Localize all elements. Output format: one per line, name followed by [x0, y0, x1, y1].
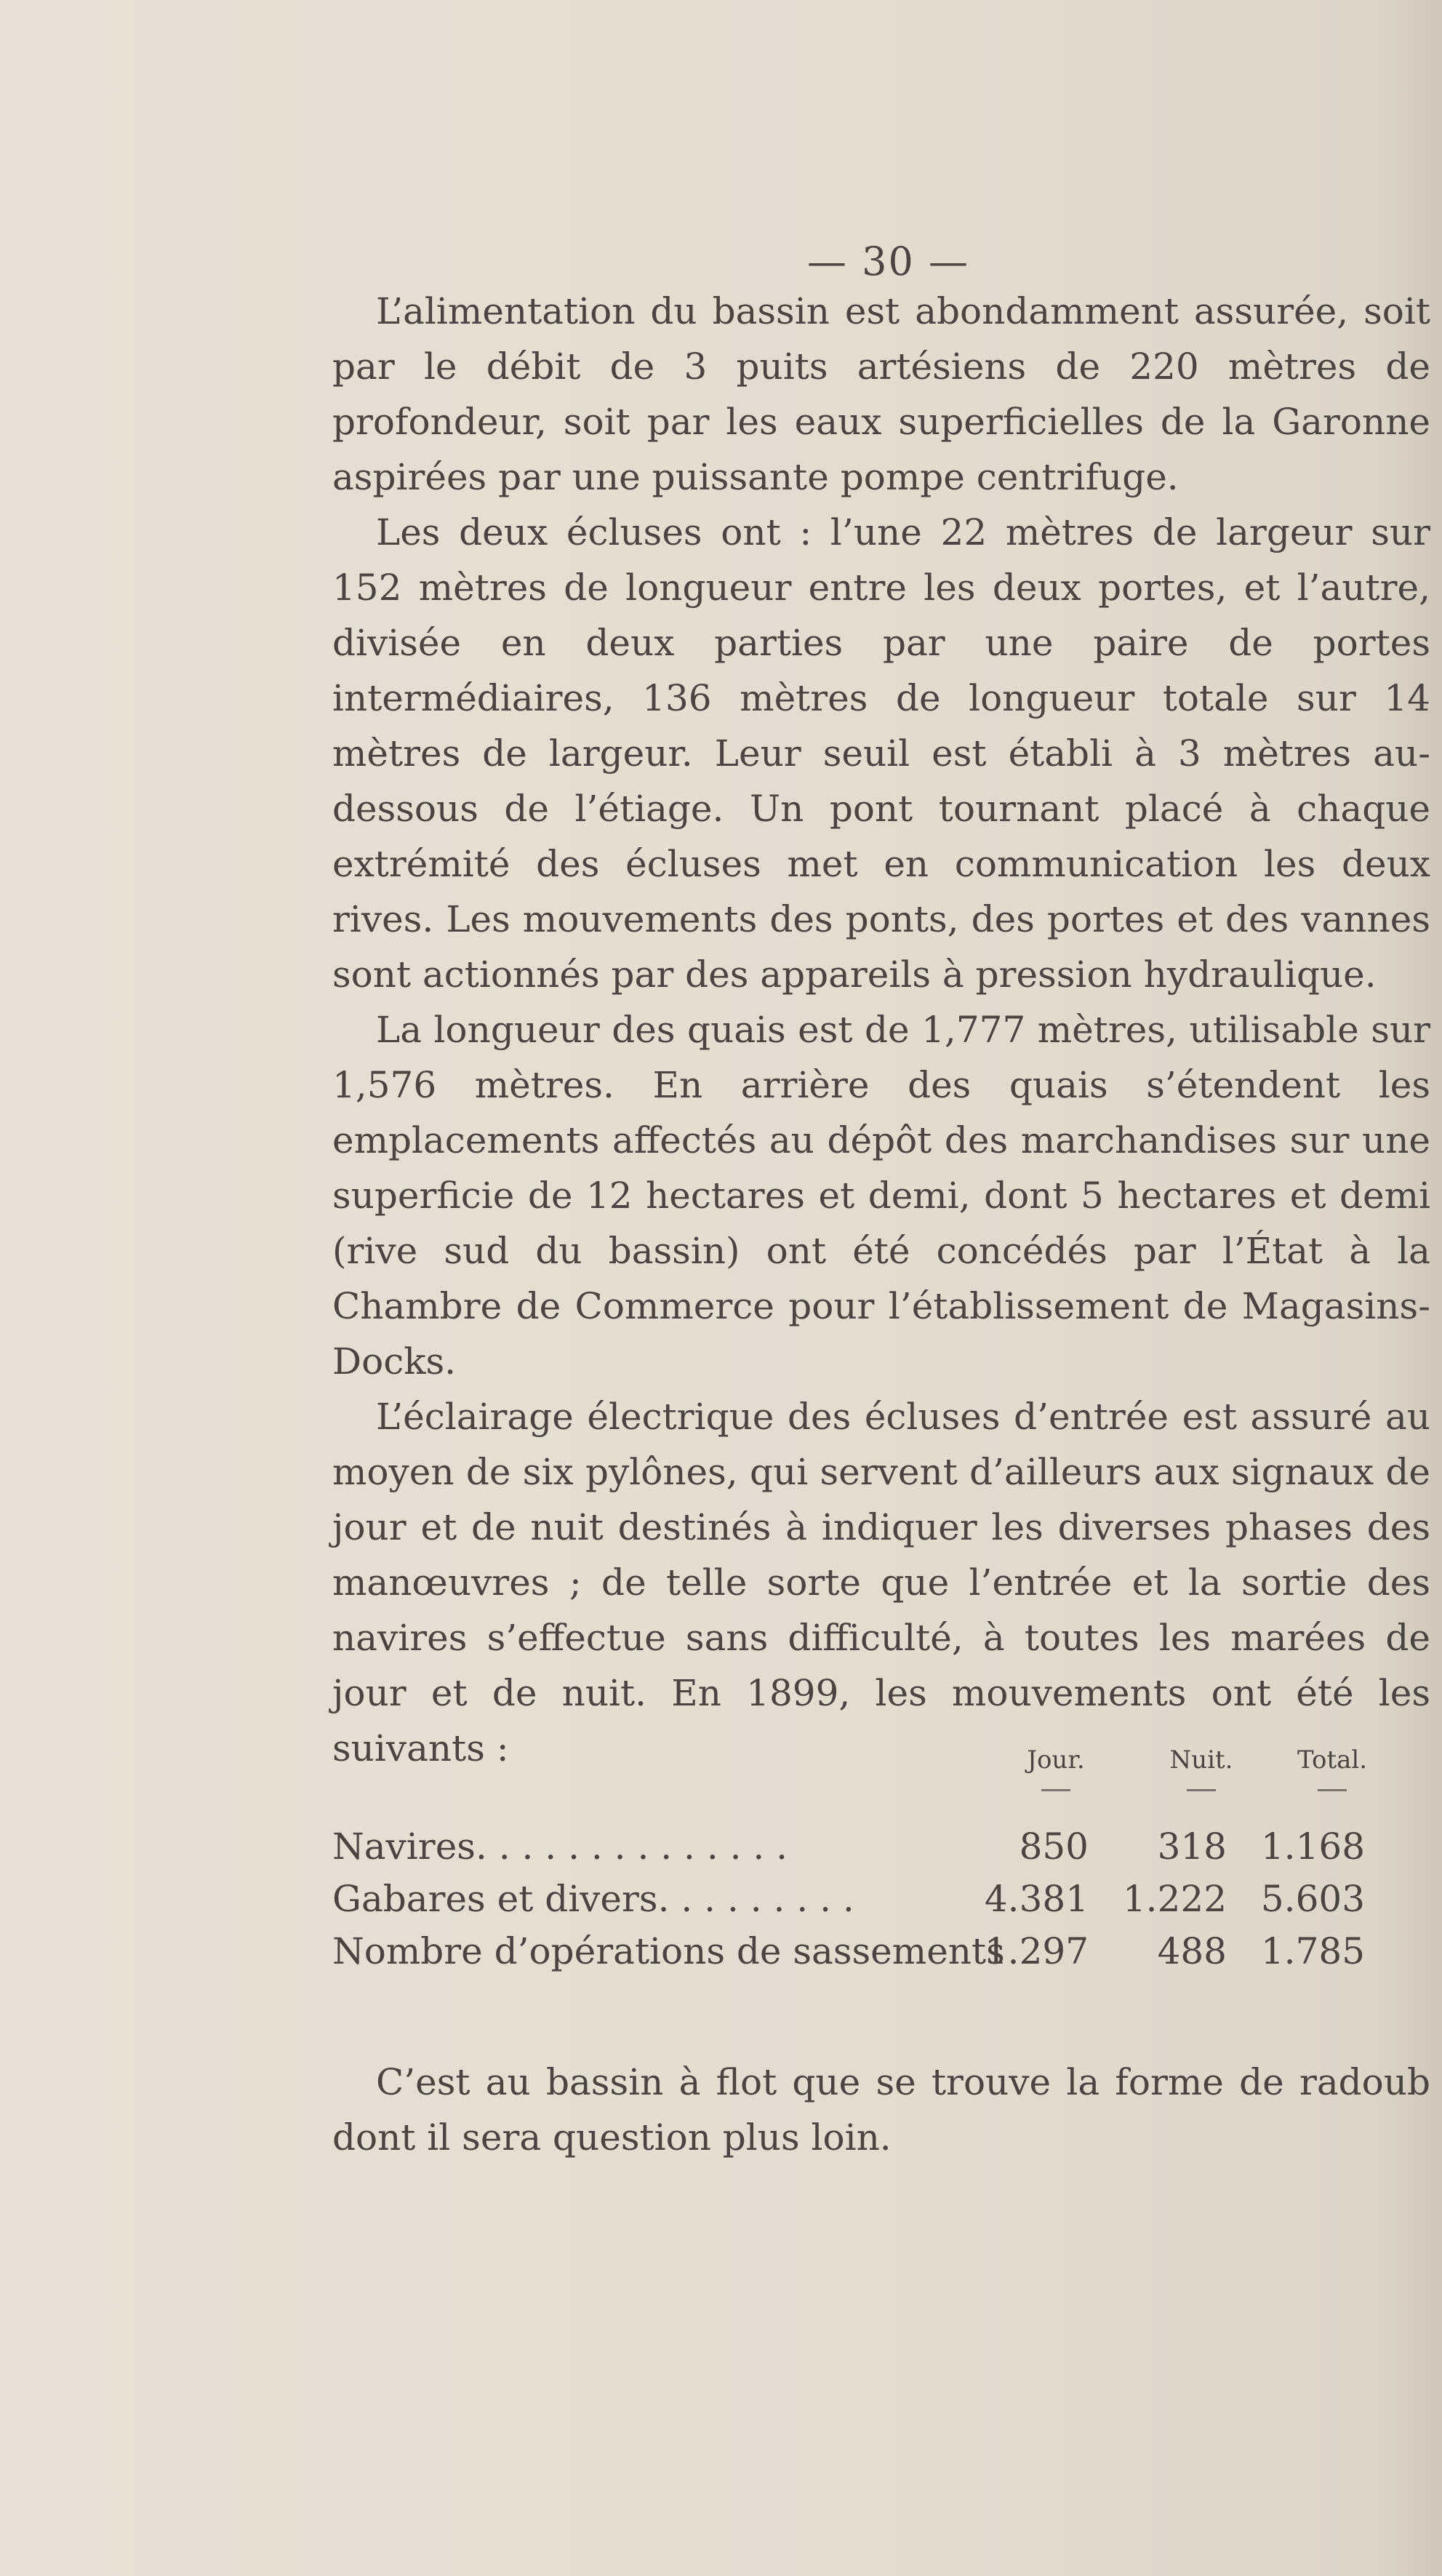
- paragraph-1-text: L’alimentation du bassin est abondamment assurée, soit par le débit de 3 puits artésiens de 220 mètres de profondeur, soit par les eaux superficielles de la Garonne aspirées par une puissante pompe centrifuge.: [332, 290, 1430, 498]
- closing-paragraph: [332, 2055, 1430, 2165]
- paragraph-2-text: Les deux écluses ont : l’une 22 mètres de largeur sur 152 mètres de longueur entre les deux portes, et l’autre, divisée en deux parties par une paire de portes intermédiaires, 136 mètres de longueur totale sur 14 mètres de largeur. Leur seuil est établi à 3 mètres au-dessous de l’étiage. Un pont tournant placé à chaque extrémité des écluses met en communication les deux rives. Les mouvements des ponts, des portes et des vannes sont actionnés par des appareils à pression hydraulique.: [332, 511, 1430, 996]
- table-header: [332, 1745, 1430, 1789]
- row-label: Gabares et divers. . . . . . . . .: [332, 1878, 854, 1920]
- table-row: [332, 1930, 1430, 1983]
- header-dash: [1041, 1789, 1070, 1791]
- cell-jour: 1.297: [984, 1930, 1089, 1972]
- closing-text: C’est au bassin à flot que se trouve la forme de radoub dont il sera question plus loin.: [332, 2061, 1430, 2159]
- header-dash: [1318, 1789, 1347, 1791]
- cell-total: 1.785: [1260, 1930, 1365, 1972]
- paragraph-4: [332, 1389, 1430, 1776]
- cell-nuit: 1.222: [1122, 1878, 1227, 1920]
- table-row: [332, 1825, 1430, 1878]
- cell-total: 1.168: [1260, 1825, 1365, 1868]
- cell-nuit: 488: [1157, 1930, 1227, 1972]
- paragraph-2: [332, 505, 1430, 1002]
- header-total: Total.: [1297, 1745, 1368, 1775]
- cell-jour: 850: [1019, 1825, 1089, 1868]
- paragraph-3: [332, 1002, 1430, 1389]
- row-label: Navires. . . . . . . . . . . . . .: [332, 1825, 788, 1868]
- header-jour: Jour.: [1027, 1745, 1085, 1775]
- row-label: Nombre d’opérations de sassements: [332, 1930, 1005, 1972]
- cell-jour: 4.381: [984, 1878, 1089, 1920]
- body-text: [332, 284, 1430, 1776]
- cell-total: 5.603: [1260, 1878, 1365, 1920]
- cell-nuit: 318: [1157, 1825, 1227, 1868]
- page-number: — 30 —: [807, 239, 970, 284]
- paragraph-4-text: L’éclairage électrique des écluses d’entrée est assuré au moyen de six pylônes, qui servent d’ailleurs aux signaux de jour et de nuit destinés à indiquer les diverses phases des manœuvres ; de telle sorte que l’entrée et la sortie des navires s’effectue sans difficulté, à toutes les marées de jour et de nuit. En 1899, les mouvements ont été les suivants :: [332, 1396, 1430, 1769]
- paragraph-1: [332, 284, 1430, 505]
- header-dash: [1187, 1789, 1216, 1791]
- header-nuit: Nuit.: [1169, 1745, 1233, 1775]
- paragraph-3-text: La longueur des quais est de 1,777 mètres, utilisable sur 1,576 mètres. En arrière des quais s’étendent les emplacements affectés au dépôt des marchandises sur une superficie de 12 hectares et demi, dont 5 hectares et demi (rive sud du bassin) ont été concédés par l’État à la Chambre de Commerce pour l’établissement de Magasins-Docks.: [332, 1009, 1430, 1383]
- table-row: [332, 1878, 1430, 1930]
